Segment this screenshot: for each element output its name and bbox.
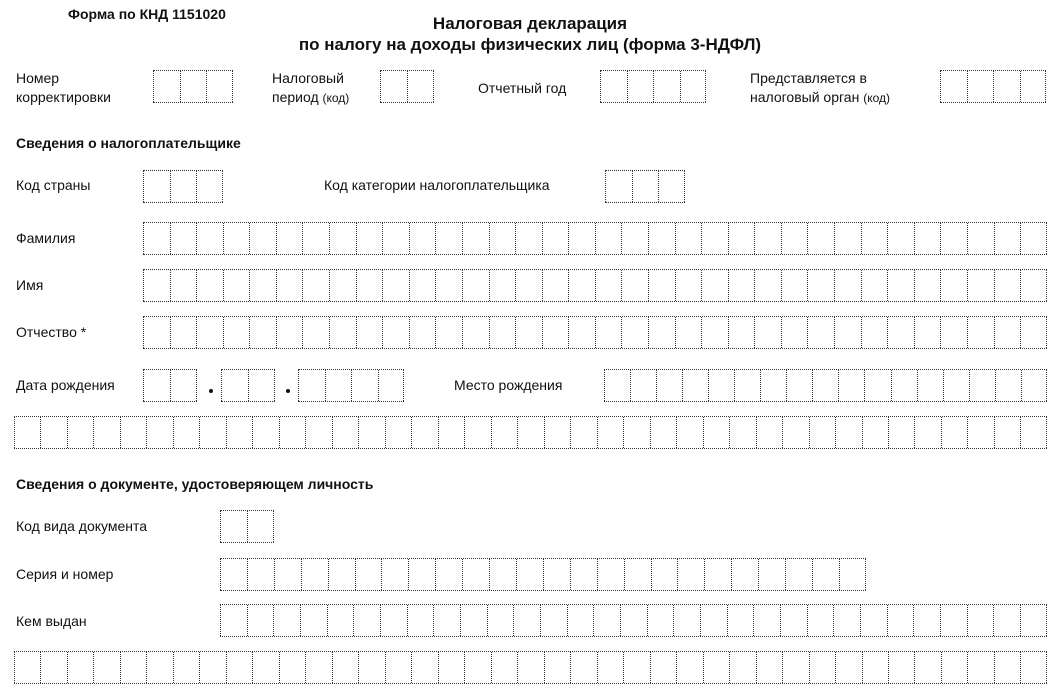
country-code-cells[interactable] (143, 170, 223, 203)
country-code-label: Код страны (16, 177, 91, 193)
category-code-label: Код категории налогоплательщика (324, 177, 550, 193)
birth-year-cells[interactable] (298, 369, 404, 402)
form-title-line2: по налогу на доходы физических лиц (форма 3-НДФЛ) (298, 35, 762, 54)
birth-place-cells[interactable] (604, 369, 1047, 402)
surname-label: Фамилия (16, 230, 76, 246)
correction-number-cells[interactable] (153, 70, 233, 103)
birth-place-cells-row2[interactable] (14, 416, 1047, 449)
patronymic-label: Отчество * (16, 324, 87, 340)
document-section-title: Сведения о документе, удостоверяющем личность (16, 476, 374, 492)
birth-month-cells[interactable] (221, 369, 275, 402)
form-title-line1: Налоговая декларация (432, 14, 628, 33)
series-number-label: Серия и номер (16, 566, 114, 582)
issued-by-label: Кем выдан (16, 613, 87, 629)
form-code: Форма по КНД 1151020 (68, 6, 226, 22)
issued-by-cells-row2[interactable] (14, 651, 1047, 684)
patronymic-cells[interactable] (143, 316, 1047, 349)
form-title (230, 13, 830, 55)
birth-day-cells[interactable] (143, 369, 197, 402)
report-year-label: Отчетный год (478, 80, 567, 96)
birth-place-label: Место рождения (454, 377, 563, 393)
category-code-cells[interactable] (605, 170, 685, 203)
issued-by-cells[interactable] (220, 604, 1047, 637)
name-cells[interactable] (143, 269, 1047, 302)
tax-authority-label: Представляется в налоговый орган (код) (750, 70, 891, 105)
birth-date-label: Дата рождения (16, 377, 115, 393)
series-number-cells[interactable] (220, 558, 866, 591)
correction-number-label: Номер корректировки (16, 70, 111, 105)
tax-period-cells[interactable] (380, 70, 434, 103)
name-label: Имя (16, 277, 44, 293)
birth-date-separator-1 (209, 389, 213, 393)
doc-type-code-cells[interactable] (220, 510, 274, 543)
tax-authority-cells[interactable] (940, 70, 1046, 103)
taxpayer-section-title: Сведения о налогоплательщике (16, 135, 241, 151)
report-year-cells[interactable] (600, 70, 706, 103)
birth-date-separator-2 (286, 389, 290, 393)
doc-type-code-label: Код вида документа (16, 518, 148, 534)
tax-period-label: Налоговый период (код) (272, 70, 350, 105)
surname-cells[interactable] (143, 222, 1047, 255)
